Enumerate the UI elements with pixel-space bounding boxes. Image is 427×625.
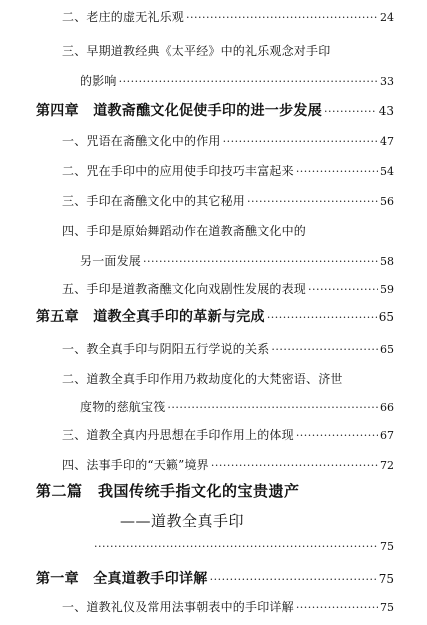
toc-part-subheading: [120, 510, 394, 531]
toc-entry: [62, 162, 394, 179]
toc-entry-title: 三、早期道教经典《太平经》中的礼乐观念对手印: [62, 44, 331, 58]
toc-entry: [62, 42, 394, 59]
toc-entry-page: 66: [380, 401, 394, 414]
leader-dots: [308, 283, 378, 296]
toc-entry-title: 四、法事手印的“天籁”境界: [62, 458, 209, 472]
toc-entry-page: 59: [380, 283, 394, 296]
toc-entry-page: 47: [380, 135, 394, 148]
toc-entry-title: 第二篇 我国传统手指文化的宝贵遗产: [36, 482, 300, 500]
toc-part-heading: [36, 480, 394, 501]
toc-chapter-entry: [36, 306, 394, 326]
toc-entry-title: 一、教全真手印与阴阳五行学说的关系: [62, 342, 270, 356]
toc-entry: [62, 456, 394, 473]
leader-dots: [296, 429, 378, 442]
toc-entry: [80, 252, 394, 269]
leader-dots: [324, 105, 377, 118]
toc-entry-page: 75: [380, 540, 394, 553]
leader-dots: [271, 343, 378, 356]
toc-entry-page: 56: [380, 195, 394, 208]
toc-entry-page: 65: [378, 310, 394, 324]
toc-entry-page: 58: [380, 255, 394, 268]
toc-entry-page: 43: [378, 104, 394, 118]
toc-entry-title: 四、手印是原始舞蹈动作在道教斋醮文化中的: [62, 224, 307, 238]
toc-entry-title: 第一章 全真道教手印详解: [36, 571, 208, 587]
toc-entry: [62, 132, 394, 149]
toc-entry: [80, 398, 394, 415]
toc-entry-page: 65: [380, 343, 394, 356]
leader-dots: [94, 540, 378, 553]
toc-entry-page: 33: [380, 75, 394, 88]
toc-entry-title: 五、手印是道教斋醮文化向戏剧性发展的表现: [62, 282, 307, 296]
toc-entry-page: 24: [380, 11, 394, 24]
toc-entry-page: 75: [380, 601, 394, 614]
leader-dots: [211, 459, 378, 472]
toc-entry: [62, 426, 394, 443]
leader-dots: [267, 311, 377, 324]
toc-entry: [62, 8, 394, 25]
leader-dots: [143, 255, 378, 268]
toc-entry-page: 67: [380, 429, 394, 442]
toc-entry: [62, 222, 394, 239]
leader-dots: [119, 75, 378, 88]
toc-chapter-entry: [36, 100, 394, 120]
toc-entry: [92, 540, 394, 553]
leader-dots: [210, 573, 377, 586]
toc-entry-title: 一、道教礼仪及常用法事朝表中的手印详解: [62, 600, 294, 614]
toc-entry: [62, 370, 394, 387]
toc-entry: [80, 72, 394, 89]
toc-entry-page: 54: [380, 165, 394, 178]
leader-dots: [296, 165, 378, 178]
toc-entry: [62, 280, 394, 297]
leader-dots: [167, 401, 378, 414]
toc-entry-title: 第四章 道教斋醮文化促使手印的进一步发展: [36, 103, 322, 119]
toc-entry-title: 第五章 道教全真手印的革新与完成: [36, 309, 265, 325]
toc-entry-page: 72: [380, 459, 394, 472]
toc-entry-title: 三、手印在斋醮文化中的其它秘用: [62, 194, 246, 208]
toc-entry-title: 一、咒语在斋醮文化中的作用: [62, 134, 221, 148]
leader-dots: [223, 135, 378, 148]
toc-entry-title: 二、咒在手印中的应用使手印技巧丰富起来: [62, 164, 294, 178]
toc-entry-title: 二、老庄的虚无礼乐观: [62, 10, 185, 24]
leader-dots: [247, 195, 378, 208]
toc-chapter-entry: [36, 568, 394, 588]
toc-entry: [62, 598, 394, 615]
toc-entry-title: ——道教全真手印: [120, 512, 245, 530]
toc-entry: [62, 340, 394, 357]
toc-entry-title: 三、道教全真内丹思想在手印作用上的体现: [62, 428, 294, 442]
toc-entry-title: 另一面发展: [80, 254, 142, 268]
leader-dots: [186, 11, 378, 24]
toc-entry-title: 二、道教全真手印作用乃救劫度化的大梵密语、济世: [62, 372, 343, 386]
leader-dots: [296, 601, 378, 614]
toc-entry: [62, 192, 394, 209]
toc-entry-title: 的影响: [80, 74, 117, 88]
toc-entry-title: 度物的慈航宝筏: [80, 400, 166, 414]
toc-entry-page: 75: [378, 572, 394, 586]
